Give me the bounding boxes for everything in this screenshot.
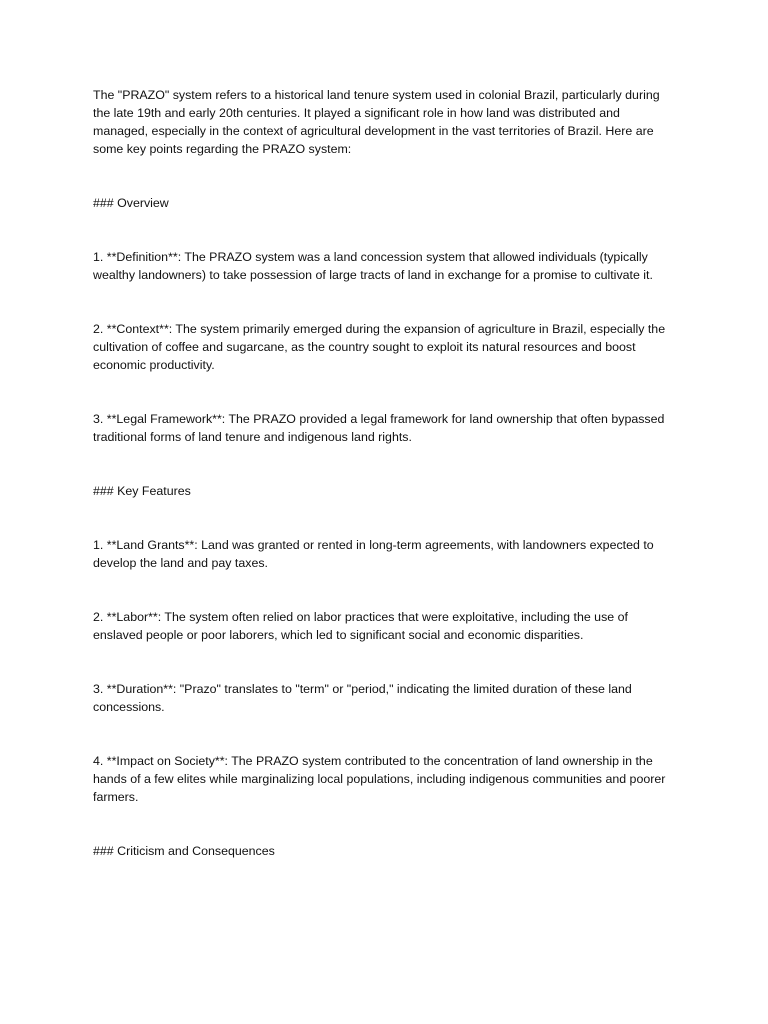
heading-criticism: ### Criticism and Consequences: [93, 844, 275, 858]
overview-item-legal-framework: 3. **Legal Framework**: The PRAZO provided a legal framework for land ownership that often bypassed traditional forms of land tenure and indigenous land rights.: [93, 412, 665, 444]
feature-item-duration: 3. **Duration**: "Prazo" translates to "term" or "period," indicating the limited duration of these land concessions.: [93, 682, 632, 714]
feature-item-labor: 2. **Labor**: The system often relied on labor practices that were exploitative, including the use of enslaved people or poor laborers, which led to significant social and economic disparities.: [93, 610, 628, 642]
overview-item-context: 2. **Context**: The system primarily emerged during the expansion of agriculture in Brazil, especially the cultivation of coffee and sugarcane, as the country sought to exploit its natural resources and boost economic productivity.: [93, 322, 666, 372]
feature-item-land-grants: 1. **Land Grants**: Land was granted or rented in long-term agreements, with landowners expected to develop the land and pay taxes.: [93, 538, 654, 570]
intro-paragraph: The "PRAZO" system refers to a historical land tenure system used in colonial Brazil, particularly during the late 19th and early 20th centuries. It played a significant role in how land was distributed and managed, especially in the context of agricultural development in the vast territories of Brazil. Here are some key points regarding the PRAZO system:: [93, 88, 660, 156]
feature-item-impact-on-society: 4. **Impact on Society**: The PRAZO system contributed to the concentration of land ownership in the hands of a few elites while marginalizing local populations, including indigenous communities and poorer farmers.: [93, 754, 666, 804]
overview-item-definition: 1. **Definition**: The PRAZO system was a land concession system that allowed individuals (typically wealthy landowners) to take possession of large tracts of land in exchange for a promise to cultivate it.: [93, 250, 653, 282]
heading-overview: ### Overview: [93, 196, 169, 210]
document-body: [93, 86, 678, 896]
heading-key-features: ### Key Features: [93, 484, 191, 498]
